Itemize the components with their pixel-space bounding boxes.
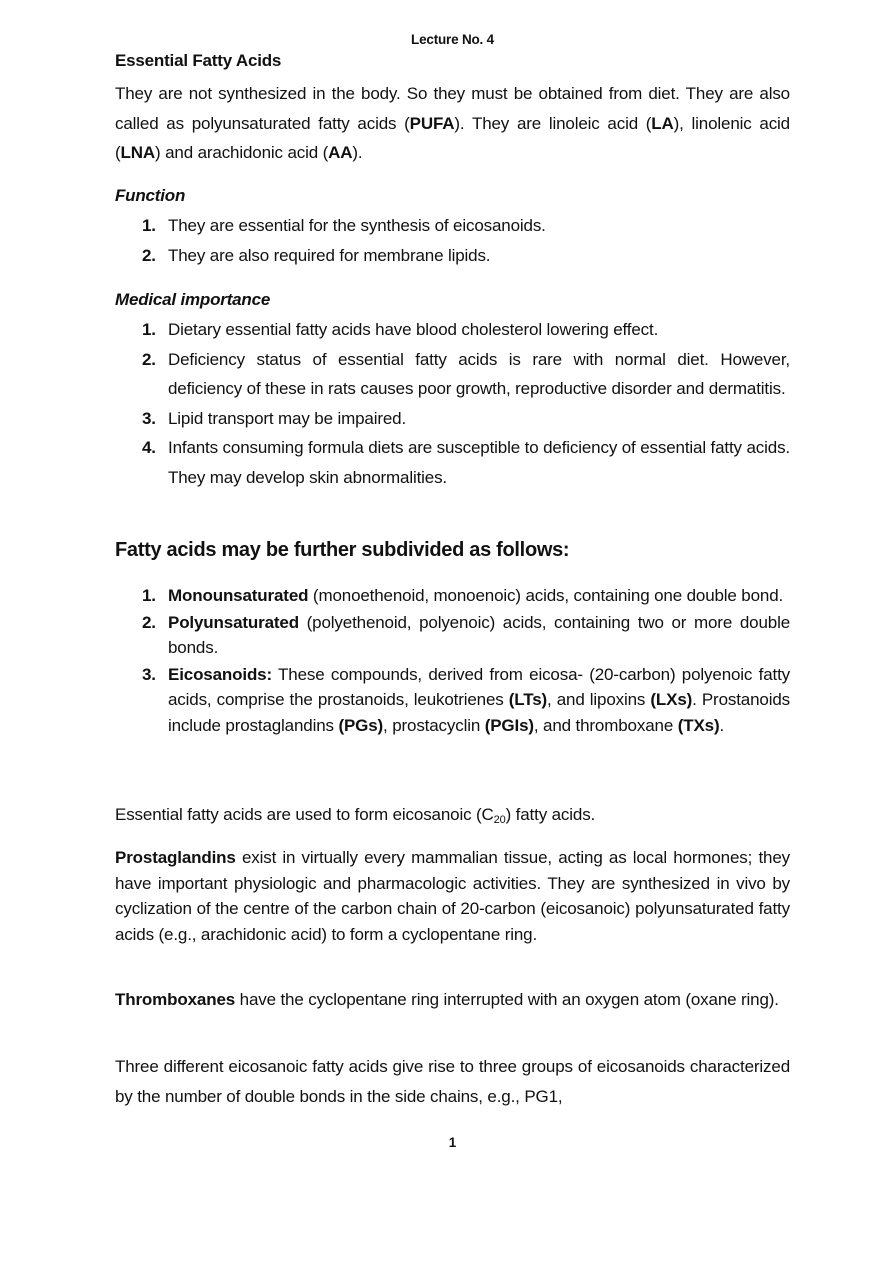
bold-term: (TXs) <box>677 715 720 735</box>
thromboxanes-term: Thromboxanes <box>115 990 236 1009</box>
text-run: ), linolenic acid ( <box>115 113 790 162</box>
text-run: . <box>719 715 725 735</box>
prostaglandins-text: exist in virtually every mammalian tissue, acting as local hormones; they have important physiologic and pharmacologic activities. They are synthesized in vivo by cyclization of the centre of the carbon chain of 20-carbon (eicosanoic) polyunsaturated fatty acids (e.g., arachidonic acid) to form a cyclopentane ring. <box>115 848 790 944</box>
list-number: 3. <box>142 664 156 684</box>
list-item-text: Infants consuming formula diets are susceptible to deficiency of essential fatty acids. They may develop skin abnormalities. <box>168 438 790 487</box>
bold-term: LA <box>651 113 674 133</box>
text-run: ). They are linoleic acid ( <box>454 113 652 133</box>
text-run: , prostacyclin <box>383 715 485 735</box>
document-page <box>115 0 790 1263</box>
list-number: 1. <box>142 216 156 235</box>
eicosanoic-text-after: ) fatty acids. <box>505 805 596 824</box>
list-number: 1. <box>142 586 156 605</box>
list-number: 1. <box>142 320 156 339</box>
section-title-medical-importance: Medical importance <box>115 290 271 309</box>
list-item <box>115 345 790 404</box>
bold-term: (PGIs) <box>484 715 534 735</box>
bold-term: Eicosanoids: <box>168 664 273 684</box>
list-item <box>115 662 790 739</box>
text-run: ) and arachidonic acid ( <box>155 143 329 162</box>
page-number: 1 <box>448 1135 457 1150</box>
list-item <box>115 404 790 434</box>
text-run: . Prostanoids include prostaglandins <box>168 690 790 735</box>
list-number: 2. <box>142 612 156 632</box>
bold-term: (LXs) <box>650 690 693 709</box>
thromboxanes-paragraph <box>115 987 790 1013</box>
lecture-header: Lecture No. 4 <box>411 32 494 47</box>
bold-term: (PGs) <box>338 715 384 735</box>
list-item <box>115 241 790 271</box>
bold-term: LNA <box>120 143 156 162</box>
list-item <box>115 610 790 661</box>
text-run: (monoethenoid, monoenoic) acids, containing one double bond. <box>308 586 784 605</box>
function-list <box>115 211 790 270</box>
list-number: 2. <box>142 349 156 369</box>
three-groups-paragraph: Three different eicosanoic fatty acids give rise to three groups of eicosanoids characterized by the number of double bonds in the side chains, e.g., PG1, <box>115 1057 790 1106</box>
bold-term: Monounsaturated <box>168 586 309 605</box>
list-item <box>115 433 790 492</box>
bold-term: PUFA <box>409 113 455 133</box>
list-item-text: Dietary essential fatty acids have blood cholesterol lowering effect. <box>168 320 659 339</box>
list-item-text: Deficiency status of essential fatty acids is rare with normal diet. However, deficiency of these in rats causes poor growth, reproductive disorder and dermatitis. <box>168 349 790 398</box>
eicosanoic-paragraph <box>115 802 790 828</box>
section-title-subdivided: Fatty acids may be further subdivided as follows: <box>115 539 570 561</box>
list-item <box>115 211 790 241</box>
section-title-essential-fatty-acids: Essential Fatty Acids <box>115 51 282 70</box>
text-run: ). <box>352 143 363 162</box>
text-run: These compounds, derived from eicosa- (20-carbon) polyenoic fatty acids, comprise the prostanoids, leukotrienes <box>168 664 790 709</box>
thromboxanes-text: have the cyclopentane ring interrupted with an oxygen atom (oxane ring). <box>235 990 779 1009</box>
eicosanoic-subscript: 20 <box>493 814 506 826</box>
text-run: , and lipoxins <box>547 690 651 709</box>
text-run: They are not synthesized in the body. So they must be obtained from diet. They are also called as polyunsaturated fatty acids ( <box>115 84 790 133</box>
medical-importance-list <box>115 315 790 492</box>
essential-fatty-acids-paragraph <box>115 79 790 168</box>
bold-term: Polyunsaturated <box>168 612 299 632</box>
text-run: , and thromboxane <box>533 715 678 735</box>
list-number: 3. <box>142 408 156 428</box>
text-run: (polyethenoid, polyenoic) acids, containing two or more double bonds. <box>168 612 790 657</box>
bold-term: (LTs) <box>508 690 548 709</box>
list-item <box>115 583 790 609</box>
list-item-text: Lipid transport may be impaired. <box>168 408 407 428</box>
prostaglandins-term: Prostaglandins <box>115 848 236 867</box>
subdivided-list <box>115 583 790 739</box>
section-title-function: Function <box>115 186 186 205</box>
list-item-text: They are essential for the synthesis of eicosanoids. <box>168 216 546 235</box>
prostaglandins-paragraph <box>115 845 790 947</box>
list-item <box>115 315 790 345</box>
list-number: 4. <box>142 438 156 457</box>
list-number: 2. <box>142 245 156 265</box>
eicosanoic-text-before: Essential fatty acids are used to form eicosanoic (C <box>115 805 494 824</box>
bold-term: AA <box>328 143 353 162</box>
list-item-text: They are also required for membrane lipids. <box>168 245 491 265</box>
